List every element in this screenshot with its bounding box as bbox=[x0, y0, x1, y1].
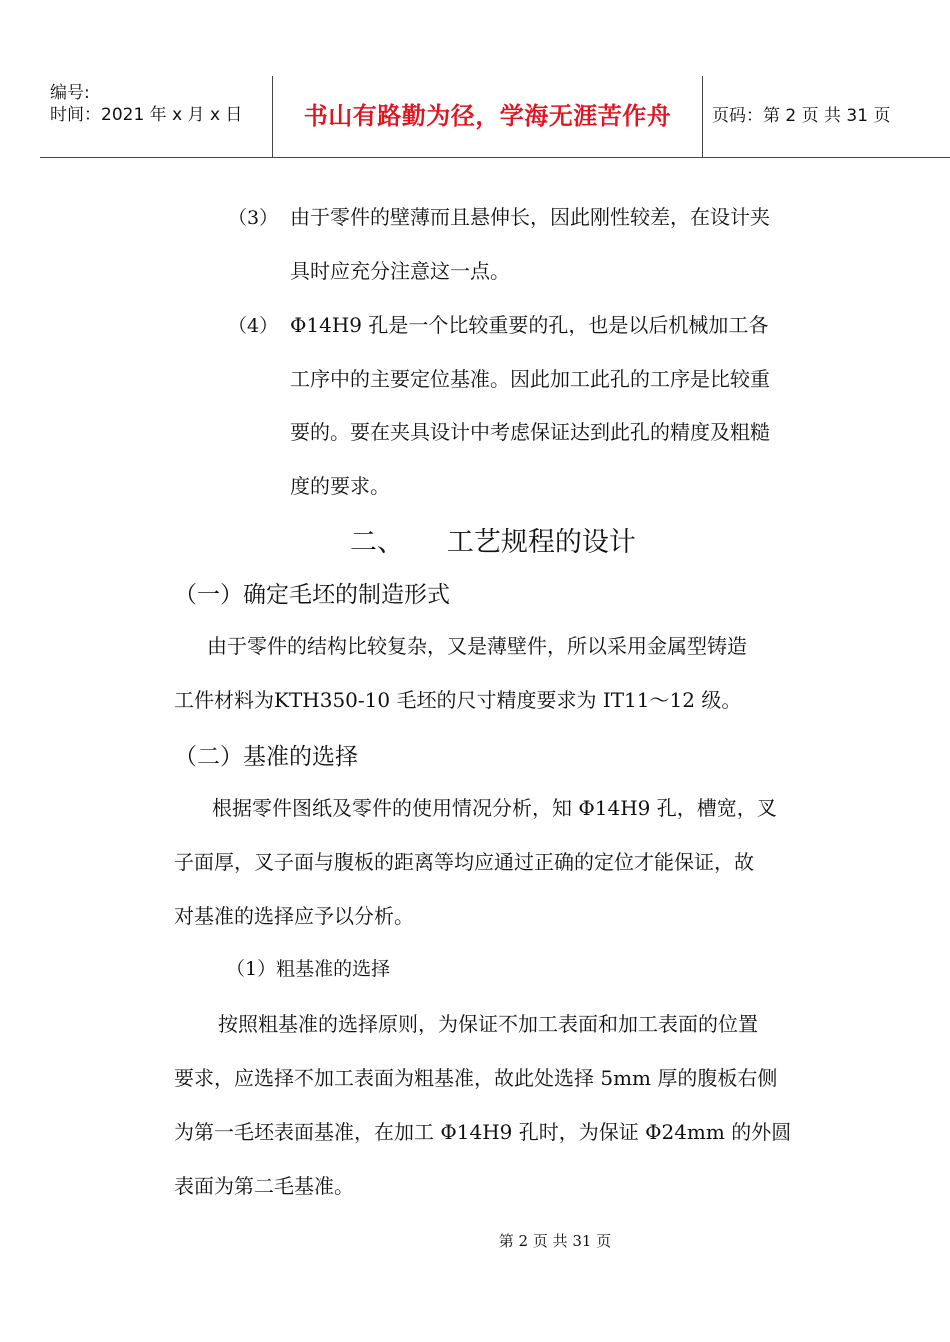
header-divider bbox=[702, 76, 703, 157]
text-line: 要的。要在夹具设计中考虑保证达到此孔的精度及粗糙 bbox=[290, 420, 770, 444]
text-line: 工件材料为KTH350-10 毛坯的尺寸精度要求为 IT11～12 级。 bbox=[174, 688, 742, 712]
page-header bbox=[40, 76, 950, 158]
text-line: 表面为第二毛基准。 bbox=[174, 1174, 354, 1198]
subsection-title: （一）确定毛坯的制造形式 bbox=[174, 582, 450, 608]
text-line: 工序中的主要定位基准。因此加工此孔的工序是比较重 bbox=[290, 367, 770, 391]
header-meta bbox=[50, 82, 242, 163]
text-line: 为第一毛坯表面基准，在加工 Φ14H9 孔时，为保证 Φ24mm 的外圆 bbox=[174, 1120, 792, 1144]
code-label: 编号: bbox=[50, 83, 90, 103]
text-line: 按照粗基准的选择原则，为保证不加工表面和加工表面的位置 bbox=[218, 1012, 758, 1036]
text-line: 要求，应选择不加工表面为粗基准，故此处选择 5mm 厚的腹板右侧 bbox=[174, 1066, 778, 1090]
text-line: 具时应充分注意这一点。 bbox=[290, 259, 510, 283]
header-motto: 书山有路勤为径，学海无涯苦作舟 bbox=[303, 102, 672, 130]
item-number: （3） bbox=[228, 207, 279, 229]
section-title: 二、 工艺规程的设计 bbox=[350, 527, 636, 558]
text-line: 对基准的选择应予以分析。 bbox=[174, 904, 414, 928]
text-line: 由于零件的结构比较复杂，又是薄壁件，所以采用金属型铸造 bbox=[207, 634, 747, 658]
text-line: 度的要求。 bbox=[290, 474, 390, 498]
header-page-info: 页码：第 2 页 共 31 页 bbox=[712, 106, 891, 126]
text-line: 子面厚，叉子面与腹板的距离等均应通过正确的定位才能保证，故 bbox=[174, 850, 754, 874]
sub-label: （1）粗基准的选择 bbox=[226, 958, 391, 980]
time-label: 时间：2021 年 x 月 x 日 bbox=[50, 105, 243, 125]
subsection-title: （二）基准的选择 bbox=[174, 744, 358, 770]
item-number: （4） bbox=[228, 315, 279, 337]
text-line: Φ14H9 孔是一个比较重要的孔，也是以后机械加工各 bbox=[290, 313, 769, 337]
text-line: 由于零件的壁薄而且悬伸长，因此刚性较差，在设计夹 bbox=[290, 205, 770, 229]
page-footer: 第 2 页 共 31 页 bbox=[498, 1232, 612, 1250]
text-line: 根据零件图纸及零件的使用情况分析，知 Φ14H9 孔，槽宽，叉 bbox=[212, 796, 777, 820]
